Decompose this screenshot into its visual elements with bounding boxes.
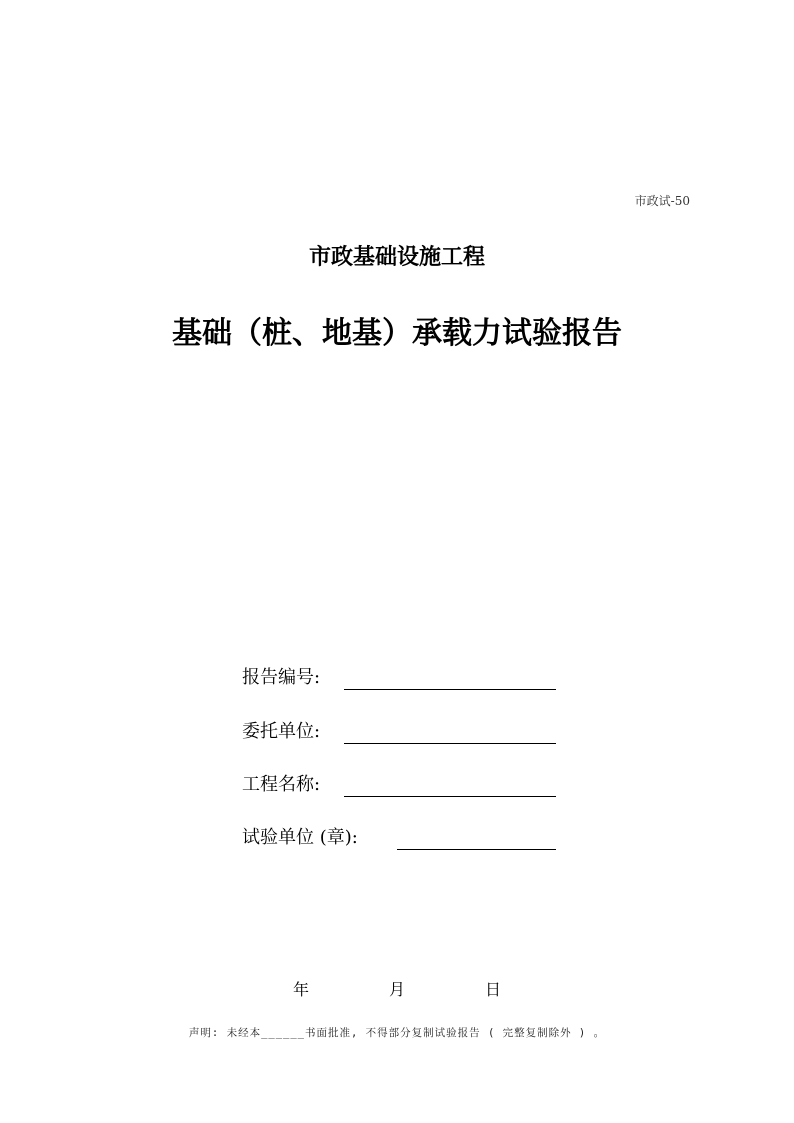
date-year-label: 年 xyxy=(293,980,310,999)
document-subtitle: 市政基础设施工程 xyxy=(308,245,485,270)
client-unit-label: 委托单位: xyxy=(242,721,321,742)
report-number-blank-line xyxy=(344,689,556,690)
date-day-label: 日 xyxy=(485,980,502,999)
project-name-field xyxy=(242,773,562,799)
document-title: 基础（桩、地基）承载力试验报告 xyxy=(172,316,622,351)
date-month-label: 月 xyxy=(389,980,406,999)
client-unit-blank-line xyxy=(344,743,556,744)
testing-unit-field xyxy=(242,826,562,852)
project-name-blank-line xyxy=(344,796,556,797)
testing-unit-label: 试验单位 (章): xyxy=(242,827,358,848)
form-code: 市政试-50 xyxy=(634,194,690,208)
report-number-field xyxy=(242,666,562,692)
copyright-notice: 声明: 未经本______书面批准, 不得部分复制试验报告 ( 完整复制除外 ) 。 xyxy=(188,1027,606,1039)
testing-unit-blank-line xyxy=(397,849,556,850)
report-number-label: 报告编号: xyxy=(242,667,321,688)
project-name-label: 工程名称: xyxy=(242,774,321,795)
client-unit-field xyxy=(242,720,562,746)
